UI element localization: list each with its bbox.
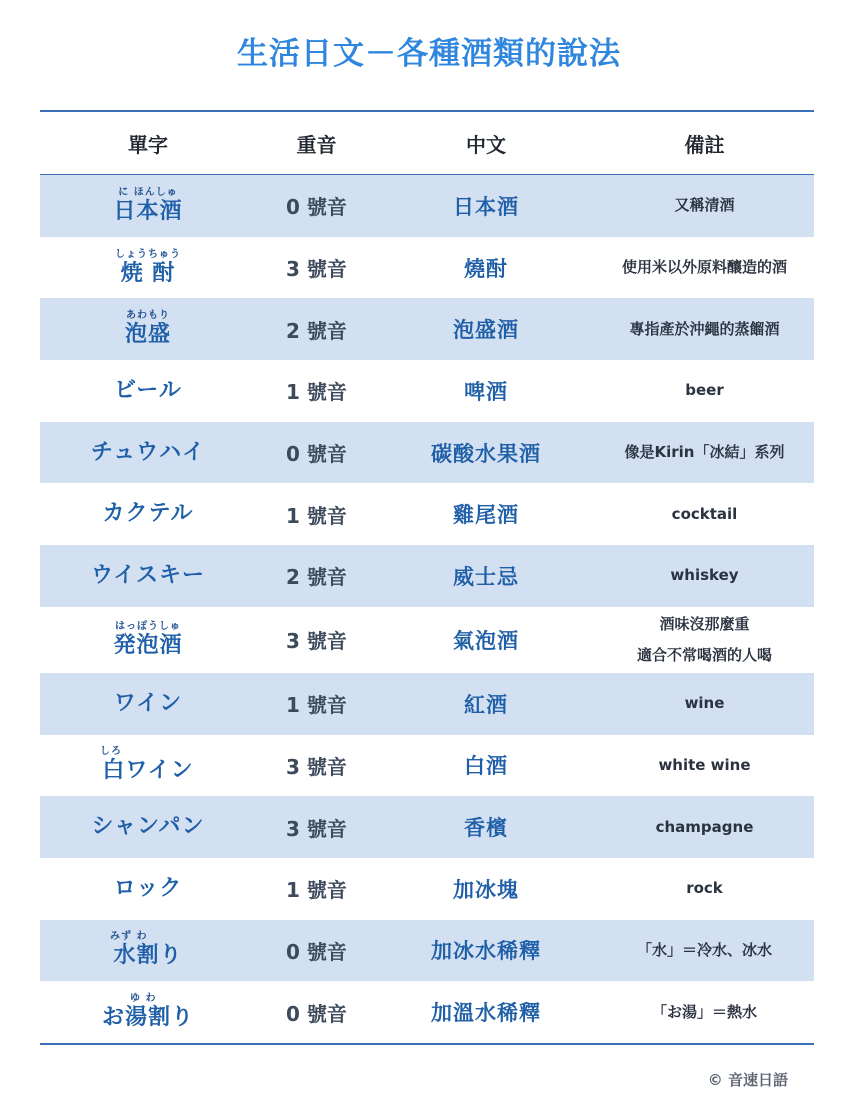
accent-cell: 1 號音: [286, 878, 347, 903]
table-row: [40, 920, 814, 982]
word-cell: [40, 440, 256, 466]
word-cell: [40, 187, 256, 225]
furigana: しょうちゅう: [115, 248, 181, 260]
chinese-cell: 氣泡酒: [453, 628, 519, 653]
furigana: しろ: [100, 746, 122, 758]
chinese-cell: 加冰水稀釋: [431, 939, 541, 964]
accent-cell: 2 號音: [286, 318, 347, 343]
note-cell: beer: [685, 381, 724, 400]
table-header-row: [40, 112, 814, 175]
accent-cell: 1 號音: [286, 503, 347, 528]
accent-cell: 1 號音: [286, 693, 347, 718]
table-row: [40, 422, 814, 484]
word-cell: [40, 876, 256, 902]
japanese-word: 水割り: [113, 943, 183, 969]
japanese-word: 白ワイン: [102, 758, 194, 784]
chinese-cell: 香檳: [464, 816, 508, 841]
accent-cell: 0 號音: [286, 195, 347, 220]
word-cell: [40, 931, 256, 969]
word-cell: [40, 310, 256, 348]
table-row: [40, 858, 814, 920]
furigana: はっぽうしゅ: [115, 620, 181, 632]
chinese-cell: 啤酒: [464, 379, 508, 404]
japanese-word: ワイン: [113, 690, 183, 716]
note-line-2: 適合不常喝酒的人喝: [636, 645, 772, 664]
accent-cell: 3 號音: [286, 816, 347, 841]
japanese-word: シャンパン: [91, 814, 205, 840]
furigana: みず わ: [110, 931, 148, 943]
table-row: [40, 735, 814, 797]
furigana: ゆ わ: [130, 993, 157, 1005]
table-row: [40, 607, 814, 673]
header-note: 備註: [684, 132, 725, 157]
chinese-cell: 泡盛酒: [453, 318, 519, 343]
japanese-word: お湯割り: [101, 1005, 194, 1031]
japanese-word: ビール: [114, 377, 182, 403]
accent-cell: 0 號音: [286, 1001, 347, 1026]
note-cell: white wine: [658, 755, 751, 774]
note-cell: wine: [684, 694, 725, 713]
chinese-cell: 碳酸水果酒: [431, 441, 541, 466]
accent-cell: 3 號音: [286, 257, 347, 282]
accent-cell: 3 號音: [286, 754, 347, 779]
word-cell: [40, 563, 256, 589]
table-row: [40, 237, 814, 299]
accent-cell: 0 號音: [286, 939, 347, 964]
japanese-word: 焼 酎: [120, 260, 176, 286]
chinese-cell: 日本酒: [453, 194, 519, 219]
table-row: [40, 796, 814, 858]
table-row: [40, 483, 814, 545]
note-cell: 使用米以外原料釀造的酒: [621, 258, 787, 277]
table-row: [40, 175, 814, 237]
note-cell: 又稱清酒: [674, 196, 735, 215]
japanese-word: 発泡酒: [113, 632, 183, 658]
accent-cell: 1 號音: [286, 380, 347, 405]
header-chinese: 中文: [466, 132, 506, 157]
word-cell: [40, 378, 256, 404]
copyright-footer: © 音速日語: [707, 1071, 788, 1089]
word-cell: [40, 814, 256, 840]
word-cell: [40, 621, 256, 659]
accent-cell: 2 號音: [286, 565, 347, 590]
note-line-1: 酒味沒那麼重: [659, 614, 750, 633]
header-accent: 重音: [296, 132, 337, 157]
chinese-cell: 雞尾酒: [453, 503, 519, 528]
japanese-word: チュウハイ: [90, 439, 206, 465]
word-cell: [40, 501, 256, 527]
word-cell: [40, 249, 256, 287]
table-row: [40, 545, 814, 607]
page-title: 生活日文－各種酒類的說法: [237, 36, 621, 72]
accent-cell: 0 號音: [286, 442, 347, 467]
word-cell: [40, 993, 256, 1031]
chinese-cell: 威士忌: [453, 564, 519, 589]
word-cell: [40, 746, 256, 784]
chinese-cell: 加溫水稀釋: [431, 1001, 541, 1026]
chinese-cell: 燒酎: [464, 256, 508, 281]
japanese-word: 日本酒: [113, 198, 183, 224]
note-cell: 「水」＝冷水、冰水: [636, 940, 772, 959]
note-cell: champagne: [655, 817, 754, 836]
japanese-word: 泡盛: [124, 322, 171, 348]
chinese-cell: 加冰塊: [453, 877, 519, 902]
chinese-cell: 白酒: [464, 754, 508, 779]
japanese-word: カクテル: [102, 501, 194, 527]
accent-cell: 3 號音: [286, 629, 347, 654]
note-cell: 像是Kirin「冰結」系列: [624, 443, 785, 462]
word-cell: [40, 691, 256, 717]
alcohol-vocabulary-table: [40, 110, 814, 1045]
chinese-cell: 紅酒: [464, 692, 508, 717]
table-row: [40, 981, 814, 1043]
table-row: [40, 298, 814, 360]
table-row: [40, 360, 814, 422]
header-word: 單字: [128, 132, 168, 157]
note-cell: cocktail: [671, 504, 738, 523]
note-cell: 「お湯」＝熱水: [651, 1002, 757, 1021]
note-cell: whiskey: [670, 566, 739, 585]
japanese-word: ロック: [113, 875, 183, 901]
furigana: に ほんしゅ: [118, 186, 178, 198]
note-cell: 專指產於沖繩的蒸餾酒: [629, 319, 780, 338]
note-cell: rock: [686, 879, 723, 898]
note-cell: [595, 609, 814, 671]
table-row: [40, 673, 814, 735]
japanese-word: ウイスキー: [90, 562, 206, 588]
furigana: あわもり: [126, 310, 170, 322]
